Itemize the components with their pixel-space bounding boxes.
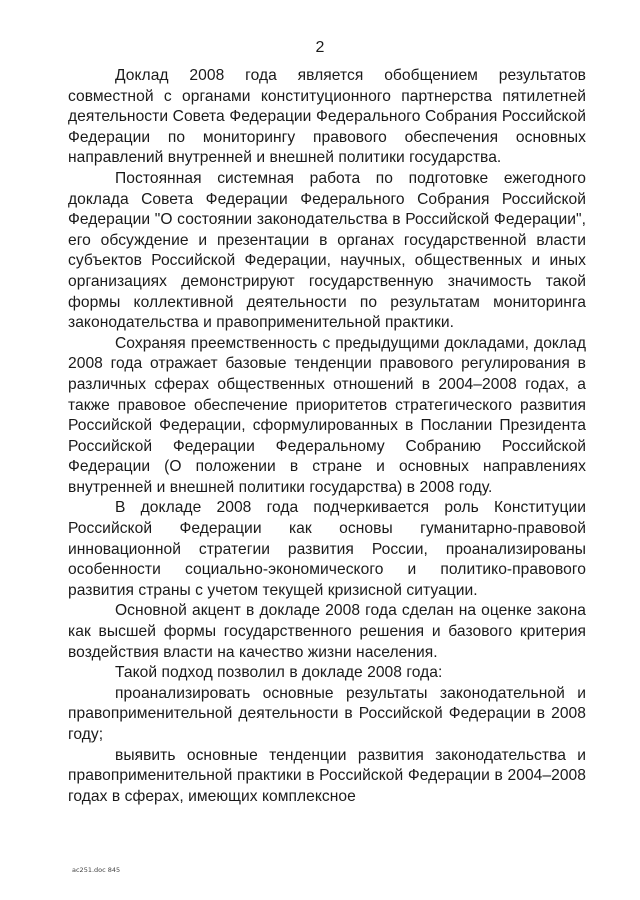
paragraph-main-accent: Основной акцент в докладе 2008 года сделан на оценке закона как высшей формы государственного решения и базового критерия воздействия власти на качество жизни населения.: [68, 602, 586, 661]
paragraph-constitution-role: В докладе 2008 года подчеркивается роль Конституции Российской Федерации как основы гуманитарно-правовой инновационной стратегии развития России, проанализированы особенности социально-экономического и политико-правового развития страны с учетом текущей кризисной ситуации.: [68, 499, 586, 599]
paragraph-summary: Доклад 2008 года является обобщением результатов совместной с органами конституционного партнерства пятилетней деятельности Совета Федерации Федерального Собрания Российской Федерации по мониторингу правового обеспечения основных направлений внутренней и внешней политики государства.: [68, 67, 586, 167]
page-number: 2: [315, 39, 325, 56]
list-item-analyze: проанализировать основные результаты законодательной и правоприменительной деятельности в Российской Федерации в 2008 году;: [68, 684, 586, 743]
paragraph-continuity: Сохраняя преемственность с предыдущими докладами, доклад 2008 года отражает базовые тенденции правового регулирования в различных сферах общественных отношений в 2004–2008 годах, а также правовое обеспечение приоритетов стратегического развития Российской Федерации, сформулированных в Послании Президента Российской Федерации Федеральному Собранию Российской Федерации (О положении в стране и основных направлениях внутренней и внешней политики государства) в 2008 году.: [68, 334, 586, 496]
list-item-identify-trends: выявить основные тенденции развития законодательства и правоприменительной практики в Российской Федерации в 2004–2008 годах в сферах, имеющих комплексное: [68, 746, 586, 805]
footer-document-code: ас251.doc 845: [72, 866, 121, 874]
paragraph-systematic-work: Постоянная системная работа по подготовке ежегодного доклада Совета Федерации Федерального Собрания Российской Федерации "О состоянии законодательства в Российской Федерации", его обсуждение и презентации в органах государственной власти субъектов Российской Федерации, научных, общественных и иных организациях демонстрируют государственную значимость такой формы коллективной деятельности по результатам мониторинга законодательства и правоприменительной практики.: [68, 169, 586, 332]
body-text: [68, 66, 586, 807]
paragraph-approach-intro: Такой подход позволил в докладе 2008 года:: [115, 664, 443, 682]
